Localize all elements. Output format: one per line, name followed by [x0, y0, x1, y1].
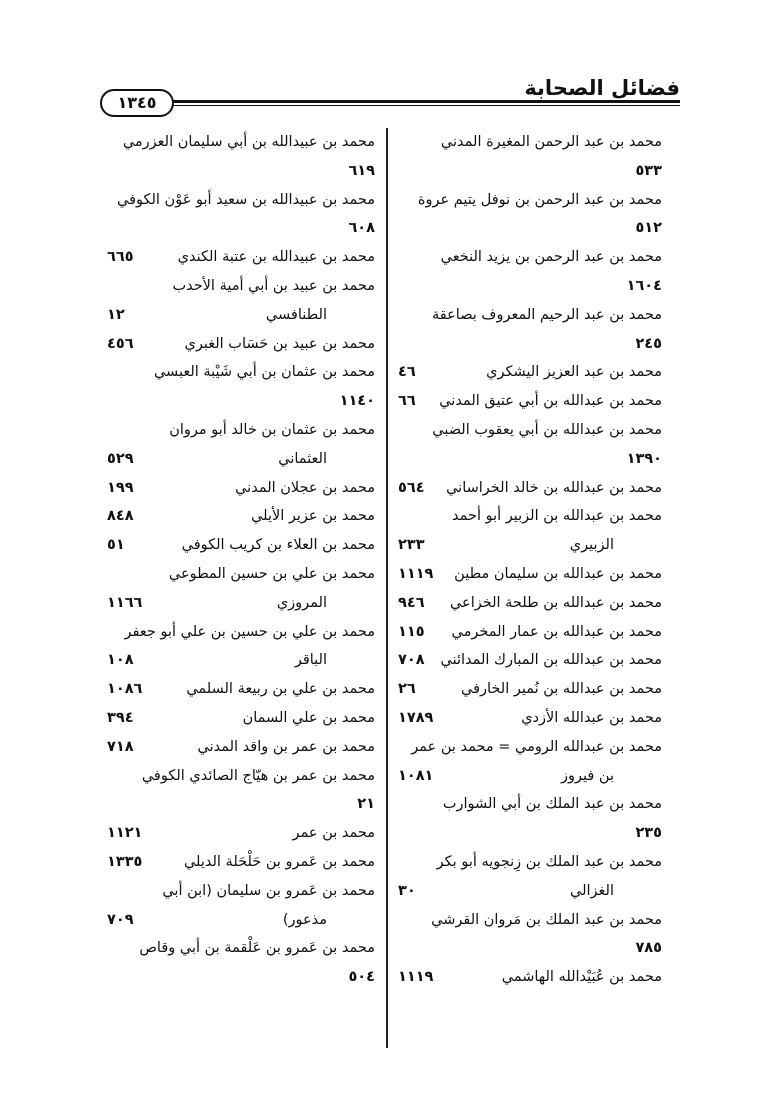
index-entry	[398, 560, 662, 589]
index-entry	[107, 330, 375, 359]
index-entry	[107, 531, 375, 560]
index-entry	[107, 675, 375, 704]
entry-name: مذعور)	[282, 911, 327, 928]
entry-name: محمد بن عبدالله بن طلحة الخزاعي	[449, 594, 662, 611]
entry-name: محمد بن عبدالله الأزدي	[521, 709, 662, 726]
entry-name: محمد بن عبدالله بن الزبير أبو أحمد	[452, 508, 662, 525]
index-entry	[107, 877, 375, 906]
index-entry	[398, 819, 662, 848]
entry-name: محمد بن عبد الملك بن مَروان القرشي	[431, 911, 662, 928]
entry-number: ٨٤٨	[107, 508, 134, 525]
entry-number: ١٣٣٥	[107, 853, 143, 870]
entry-name: محمد بن عبدالله الرومي = محمد بن عمر	[411, 738, 662, 755]
index-entry	[398, 762, 662, 791]
index-entry	[398, 186, 662, 215]
entry-name: محمد بن علي السمان	[242, 709, 375, 726]
index-entry	[398, 531, 662, 560]
index-entry	[107, 157, 375, 186]
entry-name: محمد بن عَمرو بن سليمان (ابن أبي	[162, 882, 375, 899]
entry-number: ١٠٨	[107, 652, 134, 669]
entry-number: ١٢	[107, 306, 125, 323]
index-entry	[398, 704, 662, 733]
index-entry	[107, 186, 375, 215]
entry-number: ٥٢٩	[107, 450, 134, 467]
index-entry	[107, 906, 375, 935]
entry-number: ٥٠٤	[348, 969, 375, 986]
index-entry	[107, 733, 375, 762]
entry-number: ٦١٩	[348, 162, 375, 179]
entry-number: ٢٣٥	[635, 825, 662, 842]
entry-name: محمد بن عبد الرحيم المعروف بصاعقة	[432, 306, 662, 323]
entry-number: ٣٠	[398, 882, 416, 899]
entry-number: ١٠٨٦	[107, 681, 143, 698]
index-entry	[107, 474, 375, 503]
index-entry	[398, 934, 662, 963]
entry-name: محمد بن عثمان بن خالد أبو مروان	[169, 421, 375, 438]
index-entry	[107, 848, 375, 877]
index-entry	[107, 502, 375, 531]
index-entry	[398, 675, 662, 704]
entry-name: محمد بن عبد العزيز اليشكري	[486, 364, 662, 381]
entry-name: الزبيري	[569, 537, 614, 554]
entry-name: الطنافسي	[265, 306, 327, 323]
index-entry	[398, 646, 662, 675]
entry-name: محمد بن عبدالله بن أبي عتيق المدني	[439, 393, 662, 410]
entry-number: ٩٤٦	[398, 594, 425, 611]
entry-name: محمد بن عبدالله بن نُمير الخارفي	[460, 681, 662, 698]
entry-name: محمد بن عبد الرحمن بن يزيد النخعي	[440, 249, 662, 266]
index-entry	[398, 387, 662, 416]
entry-number: ٤٦	[398, 364, 416, 381]
header-rule-thin	[162, 105, 680, 106]
entry-name: الغزالي	[570, 882, 614, 899]
index-entry	[107, 819, 375, 848]
index-entry	[398, 502, 662, 531]
index-entry	[398, 906, 662, 935]
entry-number: ٥١٢	[635, 220, 662, 237]
index-column-left	[107, 128, 375, 992]
entry-name: محمد بن عبد الرحمن المغيرة المدني	[440, 134, 662, 150]
index-entry	[398, 963, 662, 992]
entry-number: ١٧٨٩	[398, 709, 434, 726]
index-entry	[107, 704, 375, 733]
book-title: فضائل الصحابة	[524, 76, 680, 100]
index-entry	[398, 618, 662, 647]
index-entry	[107, 560, 375, 589]
entry-number: ١١١٩	[398, 969, 434, 986]
index-entry	[107, 358, 375, 387]
entry-name: محمد بن عبد الملك بن زِنجويه أبو بكر	[436, 853, 662, 870]
entry-name: محمد بن عبد الملك بن أبي الشوارب	[442, 796, 662, 813]
index-column-right	[398, 128, 662, 992]
index-entry	[107, 589, 375, 618]
entry-name: محمد بن علي بن حسين المطوعي	[168, 565, 375, 582]
entry-name: محمد بن علي بن حسين بن علي أبو جعفر	[124, 623, 375, 640]
entry-name: محمد بن عبيدالله بن سعيد أبو عَوْن الكوفي	[116, 191, 375, 208]
entry-name: محمد بن عمر	[292, 825, 375, 842]
index-entry	[398, 157, 662, 186]
index-entry	[398, 358, 662, 387]
entry-number: ٦٠٨	[348, 220, 375, 237]
entry-name: محمد بن العلاء بن كريب الكوفي	[181, 537, 375, 554]
index-entry	[398, 243, 662, 272]
entry-number: ٥١	[107, 537, 125, 554]
index-entry	[398, 416, 662, 445]
entry-number: ١٠٨١	[398, 767, 434, 784]
entry-number: ٧١٨	[107, 738, 134, 755]
entry-name: محمد بن عبدالله بن المبارك المدائني	[440, 652, 662, 669]
index-entry	[398, 589, 662, 618]
entry-name: محمد بن عبدالله بن عمار المخرمي	[451, 623, 662, 640]
entry-name: المروزي	[276, 594, 327, 611]
entry-name: محمد بن عثمان بن أبي شَيْبة العبسي	[153, 364, 375, 381]
entry-name: بن فيروز	[561, 767, 614, 784]
entry-number: ٢٤٥	[635, 335, 662, 352]
entry-name: محمد بن عَمرو بن حَلْحَلة الديلي	[183, 853, 375, 870]
entry-name: محمد بن عمر بن واقد المدني	[197, 738, 375, 755]
index-entry	[107, 128, 375, 157]
entry-name: محمد بن علي بن ربيعة السلمي	[186, 681, 375, 698]
entry-number: ٥٣٣	[635, 162, 662, 179]
entry-name: محمد بن عبدالله بن أبي يعقوب الضبي	[432, 421, 662, 438]
page-number: ١٣٤٥	[100, 89, 174, 117]
entry-number: ٣٩٤	[107, 709, 134, 726]
index-entry	[107, 445, 375, 474]
entry-name: محمد بن عبيدالله بن عتبة الكندي	[177, 249, 375, 266]
entry-name: محمد بن عبدالله بن سليمان مطين	[454, 565, 662, 582]
index-entry	[107, 301, 375, 330]
entry-number: ٢١	[357, 796, 375, 813]
entry-number: ٦٦	[398, 393, 416, 410]
index-entry	[107, 762, 375, 791]
entry-number: ٤٥٦	[107, 335, 134, 352]
entry-number: ٧٠٨	[398, 652, 425, 669]
entry-name: محمد بن عَمرو بن عَلْقمة بن أبي وقاص	[139, 940, 375, 957]
column-divider	[386, 128, 388, 1048]
entry-number: ١٩٩	[107, 479, 134, 496]
index-entry	[398, 301, 662, 330]
page-header	[100, 70, 680, 116]
entry-name: محمد بن عبيد بن أبي أمية الأحدب	[172, 277, 375, 294]
index-entry	[107, 618, 375, 647]
index-entry	[107, 272, 375, 301]
entry-name: العثماني	[278, 450, 327, 467]
entry-number: ١٣٩٠	[626, 450, 662, 467]
entry-name: محمد بن عزير الأيلي	[251, 508, 375, 525]
index-entry	[398, 877, 662, 906]
entry-number: ٥٦٤	[398, 479, 425, 496]
entry-number: ٧٠٩	[107, 911, 134, 928]
entry-name: الباقر	[294, 652, 327, 669]
index-entry	[107, 934, 375, 963]
entry-number: ٦٦٥	[107, 249, 134, 266]
entry-number: ٢٦	[398, 681, 416, 698]
index-entry	[398, 474, 662, 503]
entry-number: ١١٢١	[107, 825, 143, 842]
index-entry	[398, 330, 662, 359]
index-entry	[398, 733, 662, 762]
header-rule	[162, 100, 680, 103]
index-entry	[107, 646, 375, 675]
entry-number: ٢٣٣	[398, 537, 425, 554]
entry-number: ١١١٩	[398, 565, 434, 582]
entry-name: محمد بن عجلان المدني	[235, 479, 375, 496]
index-entry	[107, 790, 375, 819]
entry-number: ١١٦٦	[107, 594, 143, 611]
entry-number: ١١٤٠	[339, 393, 375, 410]
entry-number: ١١٥	[398, 623, 425, 640]
index-entry	[398, 848, 662, 877]
index-entry	[398, 790, 662, 819]
index-entry	[398, 128, 662, 157]
index-entry	[398, 272, 662, 301]
entry-name: محمد بن عبدالله بن خالد الخراساني	[446, 479, 662, 496]
index-entry	[398, 445, 662, 474]
index-entry	[398, 214, 662, 243]
index-entry	[107, 243, 375, 272]
entry-name: محمد بن عبيد بن حَسَاب الغبري	[184, 335, 375, 352]
entry-name: محمد بن عمر بن هيّاج الصائدي الكوفي	[141, 767, 375, 784]
entry-name: محمد بن عبيدالله بن أبي سليمان العزرمي	[122, 134, 375, 150]
index-entry	[107, 214, 375, 243]
index-entry	[107, 963, 375, 992]
index-entry	[107, 387, 375, 416]
index-entry	[107, 416, 375, 445]
entry-number: ٧٨٥	[635, 940, 662, 957]
entry-number: ١٦٠٤	[626, 277, 662, 294]
entry-name: محمد بن عبد الرحمن بن نوفل يتيم عروة	[417, 191, 662, 208]
entry-name: محمد بن عُبَيْدالله الهاشمي	[501, 969, 662, 986]
